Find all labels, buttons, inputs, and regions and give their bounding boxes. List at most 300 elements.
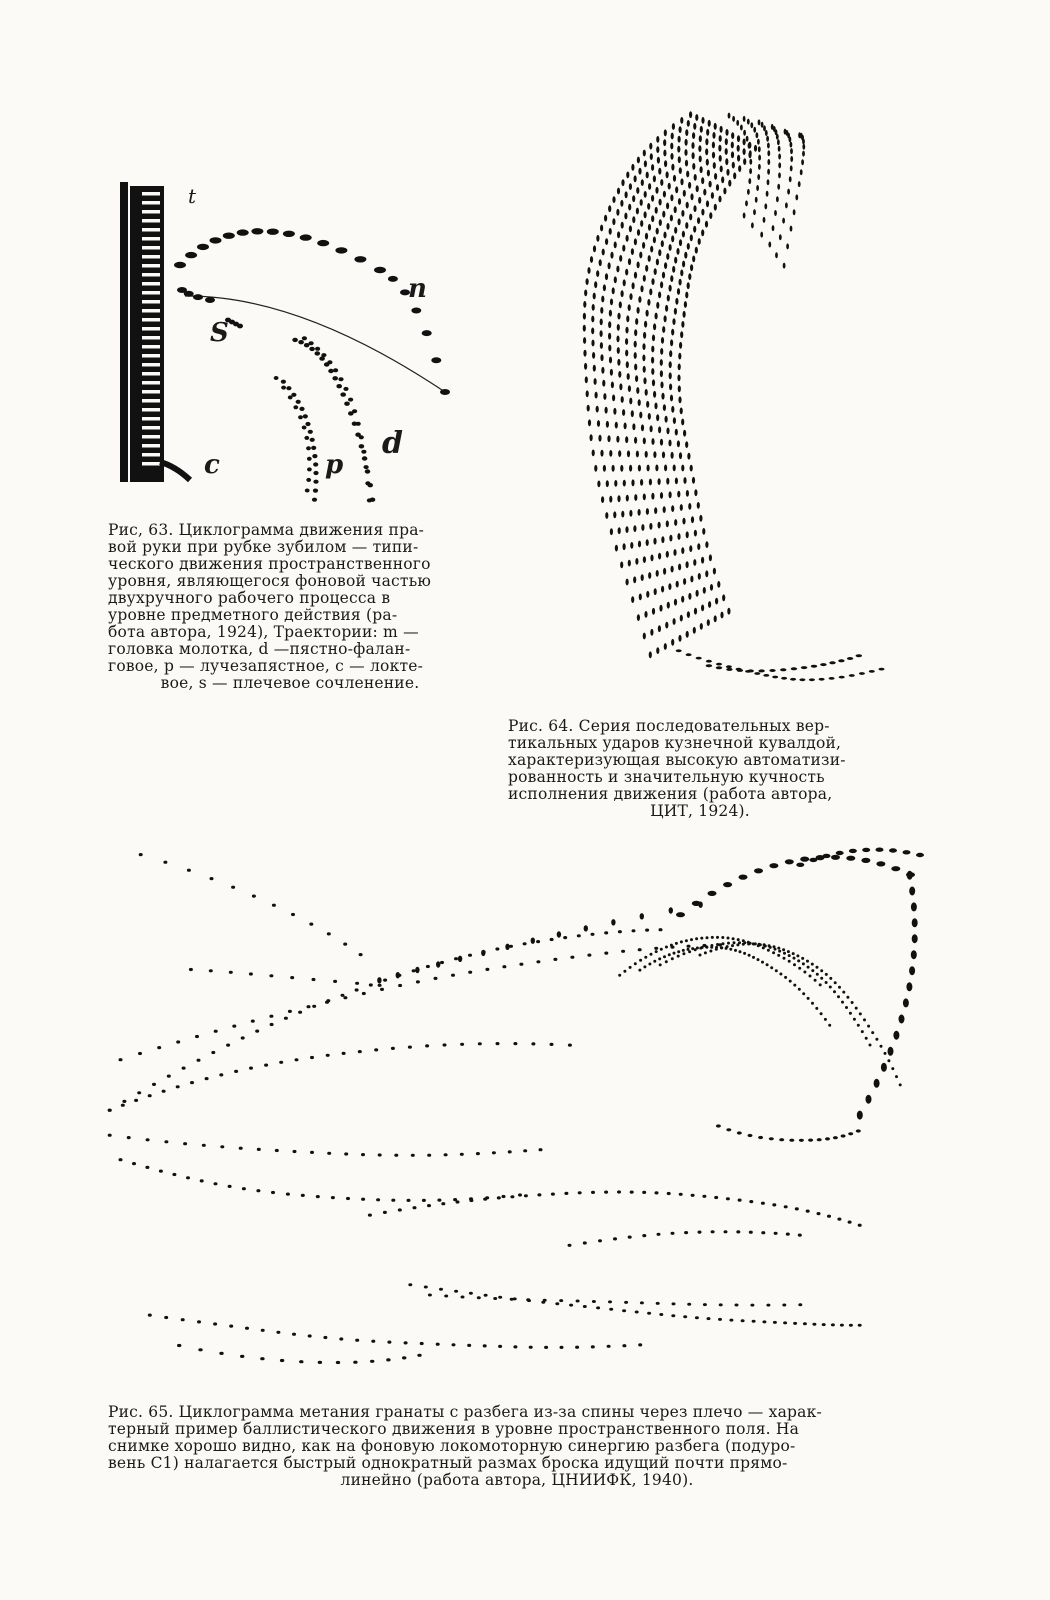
throw-dot bbox=[667, 1192, 671, 1195]
stroke-dot bbox=[611, 382, 614, 389]
stroke-dot bbox=[767, 169, 770, 175]
arm-dot bbox=[715, 948, 718, 951]
stroke-dot bbox=[600, 330, 603, 337]
stroke-dot bbox=[659, 219, 662, 226]
stroke-dot bbox=[737, 145, 740, 152]
throw-dot bbox=[695, 1316, 699, 1319]
stroke-dot bbox=[671, 235, 674, 242]
stroke-dot bbox=[680, 408, 683, 415]
stroke-dot bbox=[617, 324, 620, 331]
stroke-dot bbox=[609, 450, 612, 457]
stroke-dot bbox=[758, 146, 761, 152]
throw-dot bbox=[628, 1236, 632, 1239]
arm-dot bbox=[748, 954, 751, 957]
throw-dot bbox=[376, 1198, 380, 1201]
stroke-dot bbox=[612, 196, 615, 203]
stroke-dot bbox=[595, 392, 598, 399]
throw-dot bbox=[621, 950, 625, 953]
throw-dot bbox=[391, 1199, 395, 1202]
stroke-dot bbox=[689, 545, 692, 552]
stroke-dot bbox=[673, 618, 676, 625]
throw-dot bbox=[539, 1148, 543, 1151]
stroke-dot bbox=[683, 311, 686, 318]
stroke-dot bbox=[699, 135, 702, 142]
stroke-dot bbox=[774, 210, 777, 216]
throw-dot bbox=[454, 957, 458, 960]
stroke-dot bbox=[701, 177, 704, 184]
stroke-dot bbox=[757, 174, 760, 180]
caption-64-line: ЦИТ, 1924). bbox=[650, 802, 750, 820]
arm-dot bbox=[673, 952, 676, 955]
arm-dot bbox=[778, 950, 781, 953]
arm-dot bbox=[829, 986, 832, 989]
throw-dot bbox=[119, 1058, 123, 1061]
arm-dot bbox=[829, 977, 832, 980]
throw-dot bbox=[672, 1302, 676, 1305]
stroke-dot bbox=[717, 581, 720, 588]
stroke-dot bbox=[686, 631, 689, 638]
stroke-dot bbox=[607, 435, 610, 442]
stroke-dot bbox=[635, 375, 638, 382]
throw-dot bbox=[484, 1294, 488, 1297]
arm-dot bbox=[819, 983, 822, 986]
stroke-dot bbox=[670, 215, 673, 222]
stroke-dot bbox=[685, 160, 688, 167]
throw-dot bbox=[220, 1145, 224, 1148]
throw-dot bbox=[307, 1005, 311, 1008]
arm-dot bbox=[732, 937, 735, 940]
caption-63-line: головка молотка, d —пястно-фалан- bbox=[108, 640, 411, 658]
stroke-dot bbox=[678, 564, 681, 571]
throw-dot bbox=[716, 1124, 721, 1127]
throw-dot bbox=[182, 1067, 186, 1070]
stroke-dot bbox=[609, 228, 612, 235]
stroke-dot bbox=[638, 509, 641, 516]
throw-dot bbox=[583, 1305, 587, 1308]
throw-dot bbox=[279, 1061, 283, 1064]
throw-dot bbox=[772, 1203, 776, 1206]
throw-dot bbox=[774, 1232, 778, 1235]
stroke-dot bbox=[722, 594, 725, 601]
throw-dot bbox=[452, 1343, 456, 1346]
stroke-dot bbox=[628, 258, 631, 265]
throw-dot bbox=[122, 1100, 126, 1103]
throw-dot bbox=[425, 1044, 429, 1047]
stroke-dot bbox=[665, 622, 668, 629]
arm-dot bbox=[807, 966, 810, 969]
throw-dot bbox=[817, 1138, 822, 1141]
stroke-dot bbox=[612, 395, 615, 402]
throw-dot bbox=[659, 1313, 663, 1316]
throw-dot bbox=[498, 1345, 502, 1348]
arm-dot bbox=[736, 943, 739, 946]
stroke-dot bbox=[680, 117, 683, 124]
trajectory-dot-d bbox=[364, 465, 369, 469]
throw-dot bbox=[498, 1296, 502, 1299]
stroke-dot bbox=[676, 248, 679, 255]
stroke-dot bbox=[674, 206, 677, 213]
stroke-dot bbox=[597, 420, 600, 427]
arm-dot bbox=[722, 942, 725, 945]
stroke-dot bbox=[679, 342, 682, 349]
stroke-dot bbox=[616, 336, 619, 343]
grenade-dot bbox=[903, 850, 911, 854]
stroke-dot bbox=[636, 387, 639, 394]
stroke-dot bbox=[638, 168, 641, 175]
stroke-dot bbox=[608, 205, 611, 212]
throw-dot bbox=[327, 1152, 331, 1155]
stroke-dot bbox=[649, 523, 652, 530]
stroke-dot bbox=[879, 668, 885, 671]
stroke-dot bbox=[712, 152, 715, 159]
stroke-dot bbox=[674, 308, 677, 315]
stroke-dot bbox=[640, 199, 643, 206]
stroke-dot bbox=[751, 222, 754, 228]
stroke-dot bbox=[619, 255, 622, 262]
throw-dot bbox=[186, 1176, 190, 1179]
arm-dot bbox=[729, 948, 732, 951]
grenade-dot bbox=[754, 868, 763, 873]
stroke-dot bbox=[737, 135, 740, 142]
throw-dot bbox=[441, 1202, 445, 1205]
stroke-dot bbox=[635, 558, 638, 565]
throw-dot bbox=[427, 1204, 431, 1207]
throw-dot bbox=[607, 1345, 611, 1348]
throw-dot bbox=[275, 1149, 279, 1152]
caption-64-line: тикальных ударов кузнечной кувалдой, bbox=[508, 734, 842, 752]
caption-63-line: ческого движения пространственного bbox=[108, 555, 431, 573]
stroke-dot bbox=[613, 511, 616, 518]
stroke-dot bbox=[668, 440, 671, 447]
trajectory-dot-d bbox=[309, 347, 315, 351]
throw-dot bbox=[353, 1361, 357, 1364]
stroke-dot bbox=[686, 561, 689, 568]
stroke-dot bbox=[596, 270, 599, 277]
throw-dot bbox=[749, 1231, 753, 1234]
stroke-dot bbox=[675, 429, 678, 436]
arm-dot bbox=[815, 1007, 818, 1010]
stroke-dot bbox=[767, 179, 770, 185]
stroke-dot bbox=[743, 148, 746, 155]
throw-dot bbox=[827, 1215, 831, 1218]
throw-dot bbox=[427, 1154, 431, 1157]
stroke-dot bbox=[688, 503, 691, 510]
throw-dot bbox=[312, 1005, 316, 1008]
stroke-dot bbox=[772, 676, 778, 679]
stroke-dot bbox=[654, 588, 657, 595]
stroke-dot bbox=[637, 262, 640, 269]
throw-dot bbox=[604, 952, 608, 955]
stroke-dot bbox=[645, 265, 648, 272]
stroke-dot bbox=[685, 139, 688, 146]
arm-dot bbox=[863, 1018, 866, 1021]
stroke-dot bbox=[647, 299, 650, 306]
stroke-dot bbox=[666, 551, 669, 558]
throw-dot bbox=[536, 940, 540, 943]
throw-dot bbox=[284, 1017, 288, 1020]
throw-dot bbox=[591, 1191, 595, 1194]
stroke-dot bbox=[596, 235, 599, 242]
trajectory-dot-p bbox=[313, 471, 318, 475]
trajectory-dot-d bbox=[336, 384, 342, 388]
throw-dot bbox=[476, 1152, 480, 1155]
trajectory-dot-m bbox=[422, 330, 432, 336]
stroke-dot bbox=[658, 426, 661, 433]
label-s: S bbox=[210, 318, 229, 348]
stroke-dot bbox=[670, 153, 673, 160]
stroke-dot bbox=[643, 633, 646, 640]
throw-dot bbox=[856, 1129, 861, 1132]
stroke-dot bbox=[586, 278, 589, 285]
caption-65-line: терный пример баллистического движения в уровне пространственного поля. На bbox=[108, 1420, 800, 1438]
stroke-dot bbox=[790, 148, 793, 154]
stroke-dot bbox=[705, 138, 708, 145]
throw-dot bbox=[443, 1043, 447, 1046]
stroke-dot bbox=[649, 289, 652, 296]
stroke-dot bbox=[651, 346, 654, 353]
throw-dot bbox=[568, 1244, 572, 1247]
throw-dot bbox=[485, 968, 489, 971]
stroke-dot bbox=[847, 657, 853, 660]
throw-dot bbox=[841, 1134, 846, 1137]
throw-dot bbox=[737, 1131, 742, 1134]
label-c: c bbox=[204, 450, 220, 480]
stroke-dot bbox=[646, 539, 649, 546]
throw-dot bbox=[568, 1044, 572, 1047]
throw-dot bbox=[779, 1138, 784, 1141]
stroke-dot bbox=[659, 199, 662, 206]
stroke-dot bbox=[678, 198, 681, 205]
stroke-dot bbox=[688, 593, 691, 600]
label-p: p bbox=[325, 450, 344, 480]
grenade-dot bbox=[831, 855, 840, 860]
stroke-dot bbox=[673, 465, 676, 472]
stroke-dot bbox=[654, 403, 657, 410]
grenade-dot bbox=[893, 1031, 899, 1040]
throw-dot bbox=[240, 1355, 244, 1358]
stroke-dot bbox=[597, 481, 600, 488]
stroke-dot bbox=[629, 183, 632, 190]
throw-dot bbox=[355, 982, 359, 985]
stroke-dot bbox=[648, 183, 651, 190]
throw-dot bbox=[518, 1193, 522, 1196]
arm-dot bbox=[716, 943, 719, 946]
stroke-dot bbox=[645, 233, 648, 240]
arm-dot bbox=[851, 1001, 854, 1004]
stroke-dot bbox=[665, 416, 668, 423]
stroke-dot bbox=[701, 605, 704, 612]
throw-dot bbox=[229, 971, 233, 974]
throw-dot bbox=[172, 1173, 176, 1176]
caption-65-line: вень C1) налагается быстрый однократный размах броска идущий почти прямо- bbox=[108, 1454, 788, 1472]
arm-dot bbox=[695, 937, 698, 940]
throw-dot bbox=[608, 1300, 612, 1303]
stroke-dot bbox=[655, 313, 658, 320]
stroke-dot bbox=[778, 162, 781, 168]
throw-dot bbox=[318, 1361, 322, 1364]
arm-dot bbox=[711, 936, 714, 939]
stroke-dot bbox=[786, 243, 789, 249]
stroke-dot bbox=[594, 465, 597, 472]
throw-dot bbox=[622, 1344, 626, 1347]
trajectory-dot-d bbox=[343, 387, 348, 391]
stroke-dot bbox=[709, 554, 712, 561]
throw-dot bbox=[719, 1303, 723, 1306]
trajectory-dot-d bbox=[352, 409, 357, 413]
stroke-dot bbox=[615, 545, 618, 552]
throw-dot bbox=[642, 1234, 646, 1237]
stroke-dot bbox=[783, 263, 786, 269]
label-d: d bbox=[382, 426, 403, 461]
stroke-dot bbox=[634, 272, 637, 279]
arm-dot bbox=[665, 946, 668, 949]
stroke-dot bbox=[631, 164, 634, 171]
arm-dot bbox=[802, 992, 805, 995]
arm-dot bbox=[802, 962, 805, 965]
stroke-dot bbox=[782, 218, 785, 224]
stroke-dot bbox=[710, 584, 713, 591]
stroke-dot bbox=[617, 347, 620, 354]
throw-dot bbox=[591, 1345, 595, 1348]
stroke-dot bbox=[701, 557, 704, 564]
stroke-dot bbox=[678, 396, 681, 403]
grenade-dot bbox=[723, 882, 732, 887]
stroke-dot bbox=[665, 305, 668, 312]
arm-dot bbox=[660, 948, 663, 951]
stroke-dot bbox=[651, 368, 654, 375]
grenade-dot bbox=[796, 863, 804, 867]
stroke-dot bbox=[668, 583, 671, 590]
arm-dot bbox=[688, 950, 691, 953]
arm-dot bbox=[634, 962, 637, 965]
throw-dot bbox=[495, 947, 499, 950]
stroke-dot bbox=[640, 220, 643, 227]
arm-dot bbox=[721, 936, 724, 939]
stroke-dot bbox=[756, 185, 759, 191]
stroke-dot bbox=[658, 478, 661, 485]
stroke-dot bbox=[698, 573, 701, 580]
throw-dot bbox=[295, 1058, 299, 1061]
stroke-dot bbox=[666, 223, 669, 230]
trajectory-dot-p bbox=[307, 467, 312, 471]
stroke-dot bbox=[685, 441, 688, 448]
throw-dot bbox=[362, 992, 366, 995]
throw-dot bbox=[726, 1128, 731, 1131]
throw-dot bbox=[323, 1336, 327, 1339]
trajectory-dot-d bbox=[315, 347, 320, 351]
stroke-dot bbox=[663, 404, 666, 411]
stroke-dot bbox=[669, 384, 672, 391]
throw-dot bbox=[391, 1047, 395, 1050]
throw-dot bbox=[555, 1302, 559, 1305]
stroke-dot bbox=[583, 313, 586, 320]
stroke-dot bbox=[829, 661, 835, 664]
throw-dot bbox=[803, 1322, 807, 1325]
arm-dot bbox=[806, 960, 809, 963]
stroke-dot bbox=[609, 310, 612, 317]
throw-dot bbox=[795, 1207, 799, 1210]
stroke-dot bbox=[642, 355, 645, 362]
stroke-dot bbox=[621, 222, 624, 229]
stroke-dot bbox=[655, 465, 658, 472]
stroke-dot bbox=[690, 576, 693, 583]
stroke-dot bbox=[639, 594, 642, 601]
stroke-dot bbox=[763, 217, 766, 223]
stroke-dot bbox=[696, 590, 699, 597]
stroke-dot bbox=[663, 150, 666, 157]
stroke-dot bbox=[696, 657, 702, 660]
trajectory-dot-m bbox=[335, 247, 347, 253]
stroke-dot bbox=[682, 518, 685, 525]
stroke-dot bbox=[671, 566, 674, 573]
trajectory-dot-p bbox=[281, 386, 286, 390]
arm-dot bbox=[824, 1018, 827, 1021]
arm-dot bbox=[788, 960, 791, 963]
stroke-dot bbox=[594, 281, 597, 288]
arm-dot bbox=[783, 952, 786, 955]
throw-dot bbox=[698, 1231, 702, 1234]
grenade-dot bbox=[862, 848, 870, 852]
stroke-dot bbox=[631, 248, 634, 255]
caption-63-line: говое, p — лучезапястное, c — локте- bbox=[108, 657, 424, 675]
stroke-dot bbox=[600, 319, 603, 326]
stroke-dot bbox=[767, 150, 770, 156]
caption-63-line: уровне предметного действия (ра- bbox=[108, 606, 398, 624]
stroke-dot bbox=[687, 243, 690, 250]
arm-dot bbox=[677, 955, 680, 958]
stroke-dot bbox=[727, 608, 730, 615]
stroke-dot bbox=[675, 298, 678, 305]
stroke-dot bbox=[819, 678, 825, 681]
throw-dot bbox=[536, 960, 540, 963]
stroke-dot bbox=[632, 195, 635, 202]
stroke-dot bbox=[659, 605, 662, 612]
grenade-dot bbox=[857, 1111, 863, 1120]
throw-dot bbox=[189, 968, 193, 971]
throw-dot bbox=[408, 1046, 412, 1049]
throw-dot bbox=[439, 1288, 443, 1291]
throw-dot bbox=[152, 1083, 156, 1086]
stroke-dot bbox=[764, 203, 767, 209]
stroke-dot bbox=[615, 422, 618, 429]
throw-dot bbox=[209, 969, 213, 972]
throw-dot bbox=[417, 1354, 421, 1357]
arm-dot bbox=[655, 950, 658, 953]
throw-dot bbox=[229, 1325, 233, 1328]
stroke-dot bbox=[660, 439, 663, 446]
stroke-dot bbox=[692, 152, 695, 159]
caption-64-line: исполнения движения (работа автора, bbox=[508, 785, 833, 803]
stroke-dot bbox=[652, 379, 655, 386]
stroke-dot bbox=[606, 480, 609, 487]
stroke-dot bbox=[670, 395, 673, 402]
throw-dot bbox=[412, 969, 416, 972]
stroke-dot bbox=[614, 242, 617, 249]
throw-dot bbox=[148, 1094, 152, 1097]
stroke-dot bbox=[601, 367, 604, 374]
stroke-dot bbox=[675, 478, 678, 485]
stroke-dot bbox=[671, 329, 674, 336]
throw-dot bbox=[424, 1286, 428, 1289]
stroke-dot bbox=[583, 337, 586, 344]
arm-dot bbox=[825, 981, 828, 984]
arm-dot bbox=[784, 976, 787, 979]
stroke-dot bbox=[687, 120, 690, 127]
throw-dot bbox=[817, 1212, 821, 1215]
throw-dot bbox=[477, 1296, 481, 1299]
throw-dot bbox=[177, 1344, 181, 1347]
stroke-dot bbox=[697, 217, 700, 224]
